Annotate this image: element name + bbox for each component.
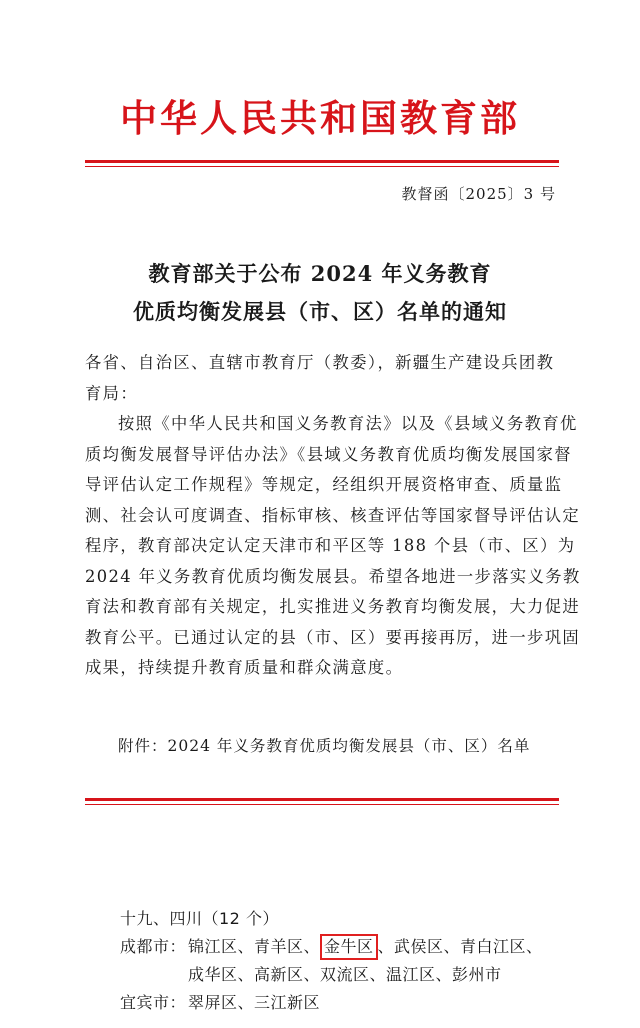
- body-line: 质均衡发展督导评估办法》《县域义务教育优质均衡发展国家督: [85, 444, 572, 464]
- list-heading: 十九、四川（12 个）: [120, 909, 279, 928]
- list-row-chengdu-2: [120, 961, 580, 989]
- body-line: 育法和教育部有关规定，扎实推进义务教育均衡发展，大力促进: [85, 597, 581, 616]
- masthead-rule-thin: [85, 166, 559, 167]
- footer-rule-thick: [85, 798, 559, 801]
- body-line: 测、社会认可度调查、指标审核、核查评估等国家督导评估认定: [85, 505, 581, 525]
- body-line: 导评估认定工作规程》等规定，经组织开展资格审查、质量监: [85, 475, 563, 494]
- city-label-chengdu: 成都市：: [120, 937, 187, 956]
- title-line-1: 教育部关于公布 2024 年义务教育: [148, 261, 492, 286]
- district-text: 翠屏区、三江新区: [188, 993, 321, 1012]
- title-line-2: 优质均衡发展县（市、区）名单的通知: [133, 299, 507, 324]
- addressee: [85, 348, 561, 409]
- district-text: 成华区、高新区、双流区、温江区、彭州市: [188, 965, 502, 984]
- addressee-line-2: 育局：: [85, 383, 139, 403]
- masthead: 中华人民共和国教育部: [120, 96, 520, 140]
- district-list: [120, 905, 580, 1017]
- masthead-rule-thick: [85, 160, 559, 163]
- attachment-note: 附件：2024 年义务教育优质均衡发展县（市、区）名单: [118, 737, 531, 755]
- body-line: 成果，持续提升教育质量和群众满意度。: [85, 658, 404, 677]
- body-line: 2024 年义务教育优质均衡发展县。希望各地进一步落实义务教: [85, 566, 581, 586]
- body-line: 教育公平。已通过认定的县（市、区）要再接再厉，进一步巩固: [85, 627, 581, 647]
- district-text: 、武侯区、青白江区、: [377, 937, 543, 956]
- city-label-yibin: 宜宾市：: [120, 993, 187, 1012]
- body-line: 程序，教育部决定认定天津市和平区等 188 个县（市、区）为: [85, 536, 576, 555]
- list-row-yibin: [120, 989, 580, 1017]
- highlighted-district: 金牛区: [320, 934, 378, 960]
- district-text: 锦江区、青羊区、: [188, 937, 321, 956]
- list-row-chengdu-1: [120, 933, 580, 961]
- addressee-line-1: 各省、自治区、直辖市教育厅（教委），新疆生产建设兵团教: [85, 353, 555, 372]
- document-number: 教督函〔2025〕3 号: [401, 185, 556, 203]
- footer-rule-thin: [85, 804, 559, 805]
- body-line: 按照《中华人民共和国义务教育法》以及《县域义务教育优: [118, 414, 578, 433]
- body-paragraph: [85, 409, 581, 684]
